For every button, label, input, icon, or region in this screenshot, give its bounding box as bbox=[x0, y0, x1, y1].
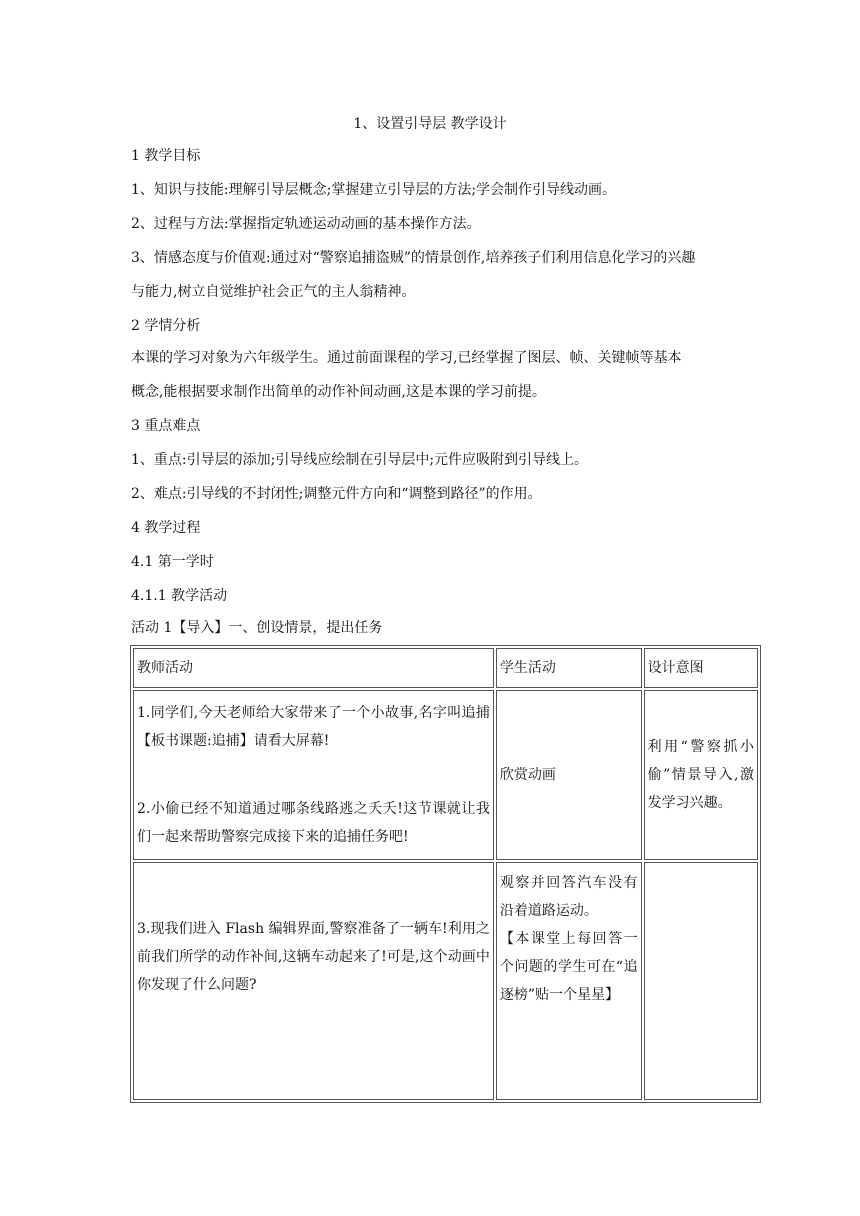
section-heading-keypoints: 3 重点难点 bbox=[131, 418, 201, 434]
header-design-intent: 设计意图 bbox=[644, 648, 758, 688]
row1-spacer bbox=[137, 755, 490, 795]
row1-intent-cell: 利用“警察抓小偷”情景导入,激发学习兴趣。 bbox=[644, 690, 758, 860]
table-header-row bbox=[133, 648, 758, 688]
activity-table bbox=[130, 645, 761, 1103]
header-student-activity: 学生活动 bbox=[496, 648, 642, 688]
keypoint-focus: 1、重点:引导层的添加;引导线应绘制在引导层中;元件应吸附到引导线上。 bbox=[131, 452, 589, 468]
row1-teacher-cell bbox=[133, 690, 494, 860]
subsection-first-period: 4.1 第一学时 bbox=[131, 554, 214, 570]
table-row bbox=[133, 862, 758, 1100]
row1-teacher-step2: 2.小偷已经不知道通过哪条线路逃之夭夭!这节课就让我们一起来帮助警察完成接下来的追捕任务吧! bbox=[137, 801, 490, 845]
document-title: 1、设置引导层 教学设计 bbox=[353, 116, 507, 132]
row1-student-cell: 欣赏动画 bbox=[496, 690, 642, 860]
section-heading-process: 4 教学过程 bbox=[131, 520, 201, 536]
analysis-line2: 概念,能根据要求制作出简单的动作补间动画,这是本课的学习前提。 bbox=[131, 384, 546, 400]
row1-teacher-step1: 1.同学们,今天老师给大家带来了一个小故事,名字叫追捕【板书课题:追捕】请看大屏幕! bbox=[137, 705, 490, 749]
objective-knowledge: 1、知识与技能:理解引导层概念;掌握建立引导层的方法;学会制作引导线动画。 bbox=[131, 182, 617, 198]
objective-attitude-line1: 3、情感态度与价值观:通过对“警察追捕盗贼”的情景创作,培养孩子们利用信息化学习的兴趣 bbox=[131, 250, 696, 266]
row2-teacher-cell bbox=[133, 862, 494, 1100]
row2-intent-cell bbox=[644, 862, 758, 1100]
section-heading-objectives: 1 教学目标 bbox=[131, 148, 201, 164]
section-heading-analysis: 2 学情分析 bbox=[131, 318, 201, 334]
objective-attitude-line2: 与能力,树立自觉维护社会正气的主人翁精神。 bbox=[131, 284, 416, 300]
objective-process: 2、过程与方法:掌握指定轨迹运动动画的基本操作方法。 bbox=[131, 216, 481, 232]
analysis-line1: 本课的学习对象为六年级学生。通过前面课程的学习,已经掌握了图层、帧、关键帧等基本 bbox=[131, 350, 682, 366]
subsection-teaching-activity: 4.1.1 教学活动 bbox=[131, 588, 228, 604]
row2-student-cell bbox=[496, 862, 642, 1100]
row2-student-note: 【本课堂上每回答一个问题的学生可在“追逐榜”贴一个星星】 bbox=[499, 931, 638, 1003]
row2-teacher-step3: 3.现我们进入 Flash 编辑界面,警察准备了一辆车!利用之前我们所学的动作补间,这辆车动起来了!可是,这个动画中你发现了什么问题? bbox=[137, 921, 490, 993]
header-teacher-activity: 教师活动 bbox=[133, 648, 494, 688]
table-row bbox=[133, 690, 758, 860]
activity-title: 活动 1【导入】一、创设情景，提出任务 bbox=[131, 620, 383, 636]
row2-student-observe: 观察并回答汽车没有沿着道路运动。 bbox=[499, 875, 638, 919]
keypoint-difficulty: 2、难点:引导线的不封闭性;调整元件方向和“调整到路径”的作用。 bbox=[131, 486, 542, 502]
